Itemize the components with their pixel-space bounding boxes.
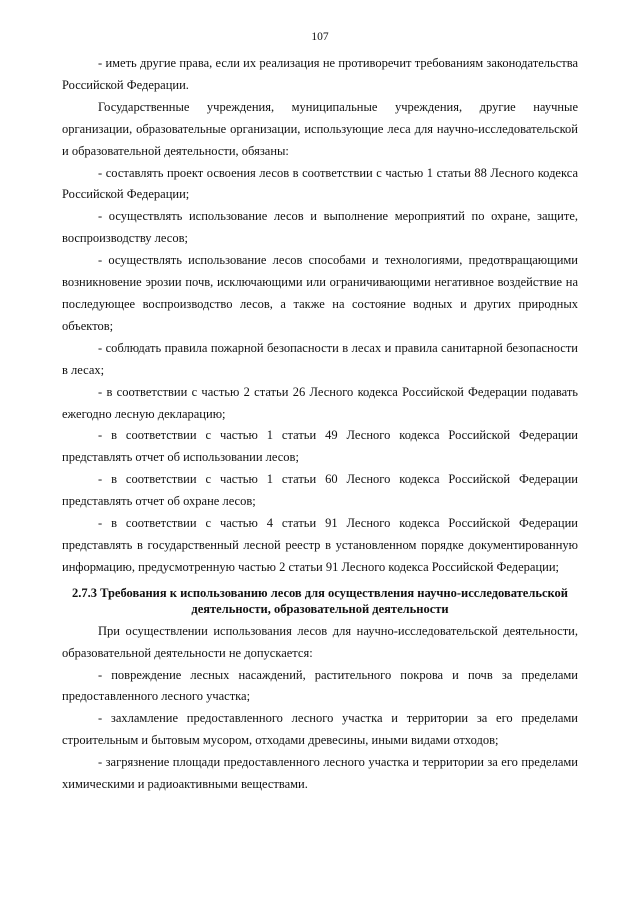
paragraph: - осуществлять использование лесов способами и технологиями, предотвращающими возникновение эрозии почв, исключающими или ограничивающими негативное воздействие на последующее воспроизводство лесов, а также на состояние водных и других природных объектов; (62, 253, 578, 333)
paragraph: - в соответствии с частью 1 статьи 60 Лесного кодекса Российской Федерации представлять отчет об охране лесов; (62, 472, 578, 509)
paragraph: - в соответствии с частью 1 статьи 49 Лесного кодекса Российской Федерации представлять отчет об использовании лесов; (62, 428, 578, 465)
section-heading: 2.7.3 Требования к использованию лесов для осуществления научно-исследовательской деятельности, образовательной деятельности (71, 585, 569, 616)
paragraph: - повреждение лесных насаждений, растительного покрова и почв за пределами предоставленного лесного участка; (62, 667, 578, 704)
paragraph: - в соответствии с частью 4 статьи 91 Лесного кодекса Российской Федерации представлять в государственный лесной реестр в установленном порядке документированную информацию, предусмотренную частью 2 статьи 91 Лесного кодекса Российской Федерации; (62, 516, 578, 574)
paragraph: - соблюдать правила пожарной безопасности в лесах и правила санитарной безопасности в лесах; (62, 340, 578, 377)
paragraph: - составлять проект освоения лесов в соответствии с частью 1 статьи 88 Лесного кодекса Российской Федерации; (62, 165, 578, 202)
page-number: 107 (311, 31, 329, 43)
paragraph: - загрязнение площади предоставленного лесного участка и территории за его пределами химическими и радиоактивными веществами. (62, 755, 578, 792)
paragraph: - в соответствии с частью 2 статьи 26 Лесного кодекса Российской Федерации подавать ежегодно лесную декларацию; (62, 384, 578, 421)
paragraph: Государственные учреждения, муниципальные учреждения, другие научные организации, образовательные организации, использующие леса для научно-исследовательской и образовательной деятельности, обязаны: (62, 99, 578, 158)
document-body (62, 53, 578, 796)
paragraph: - иметь другие права, если их реализация не противоречит требованиям законодательства Российской Федерации. (62, 56, 578, 92)
paragraph: - захламление предоставленного лесного участка и территории за его пределами строительным и бытовым мусором, отходами древесины, иными видами отходов; (62, 711, 578, 748)
paragraph: - осуществлять использование лесов и выполнение мероприятий по охране, защите, воспроизводству лесов; (62, 209, 578, 246)
document-page (62, 0, 578, 796)
paragraph: При осуществлении использования лесов для научно-исследовательской деятельности, образовательной деятельности не допускается: (62, 623, 578, 660)
